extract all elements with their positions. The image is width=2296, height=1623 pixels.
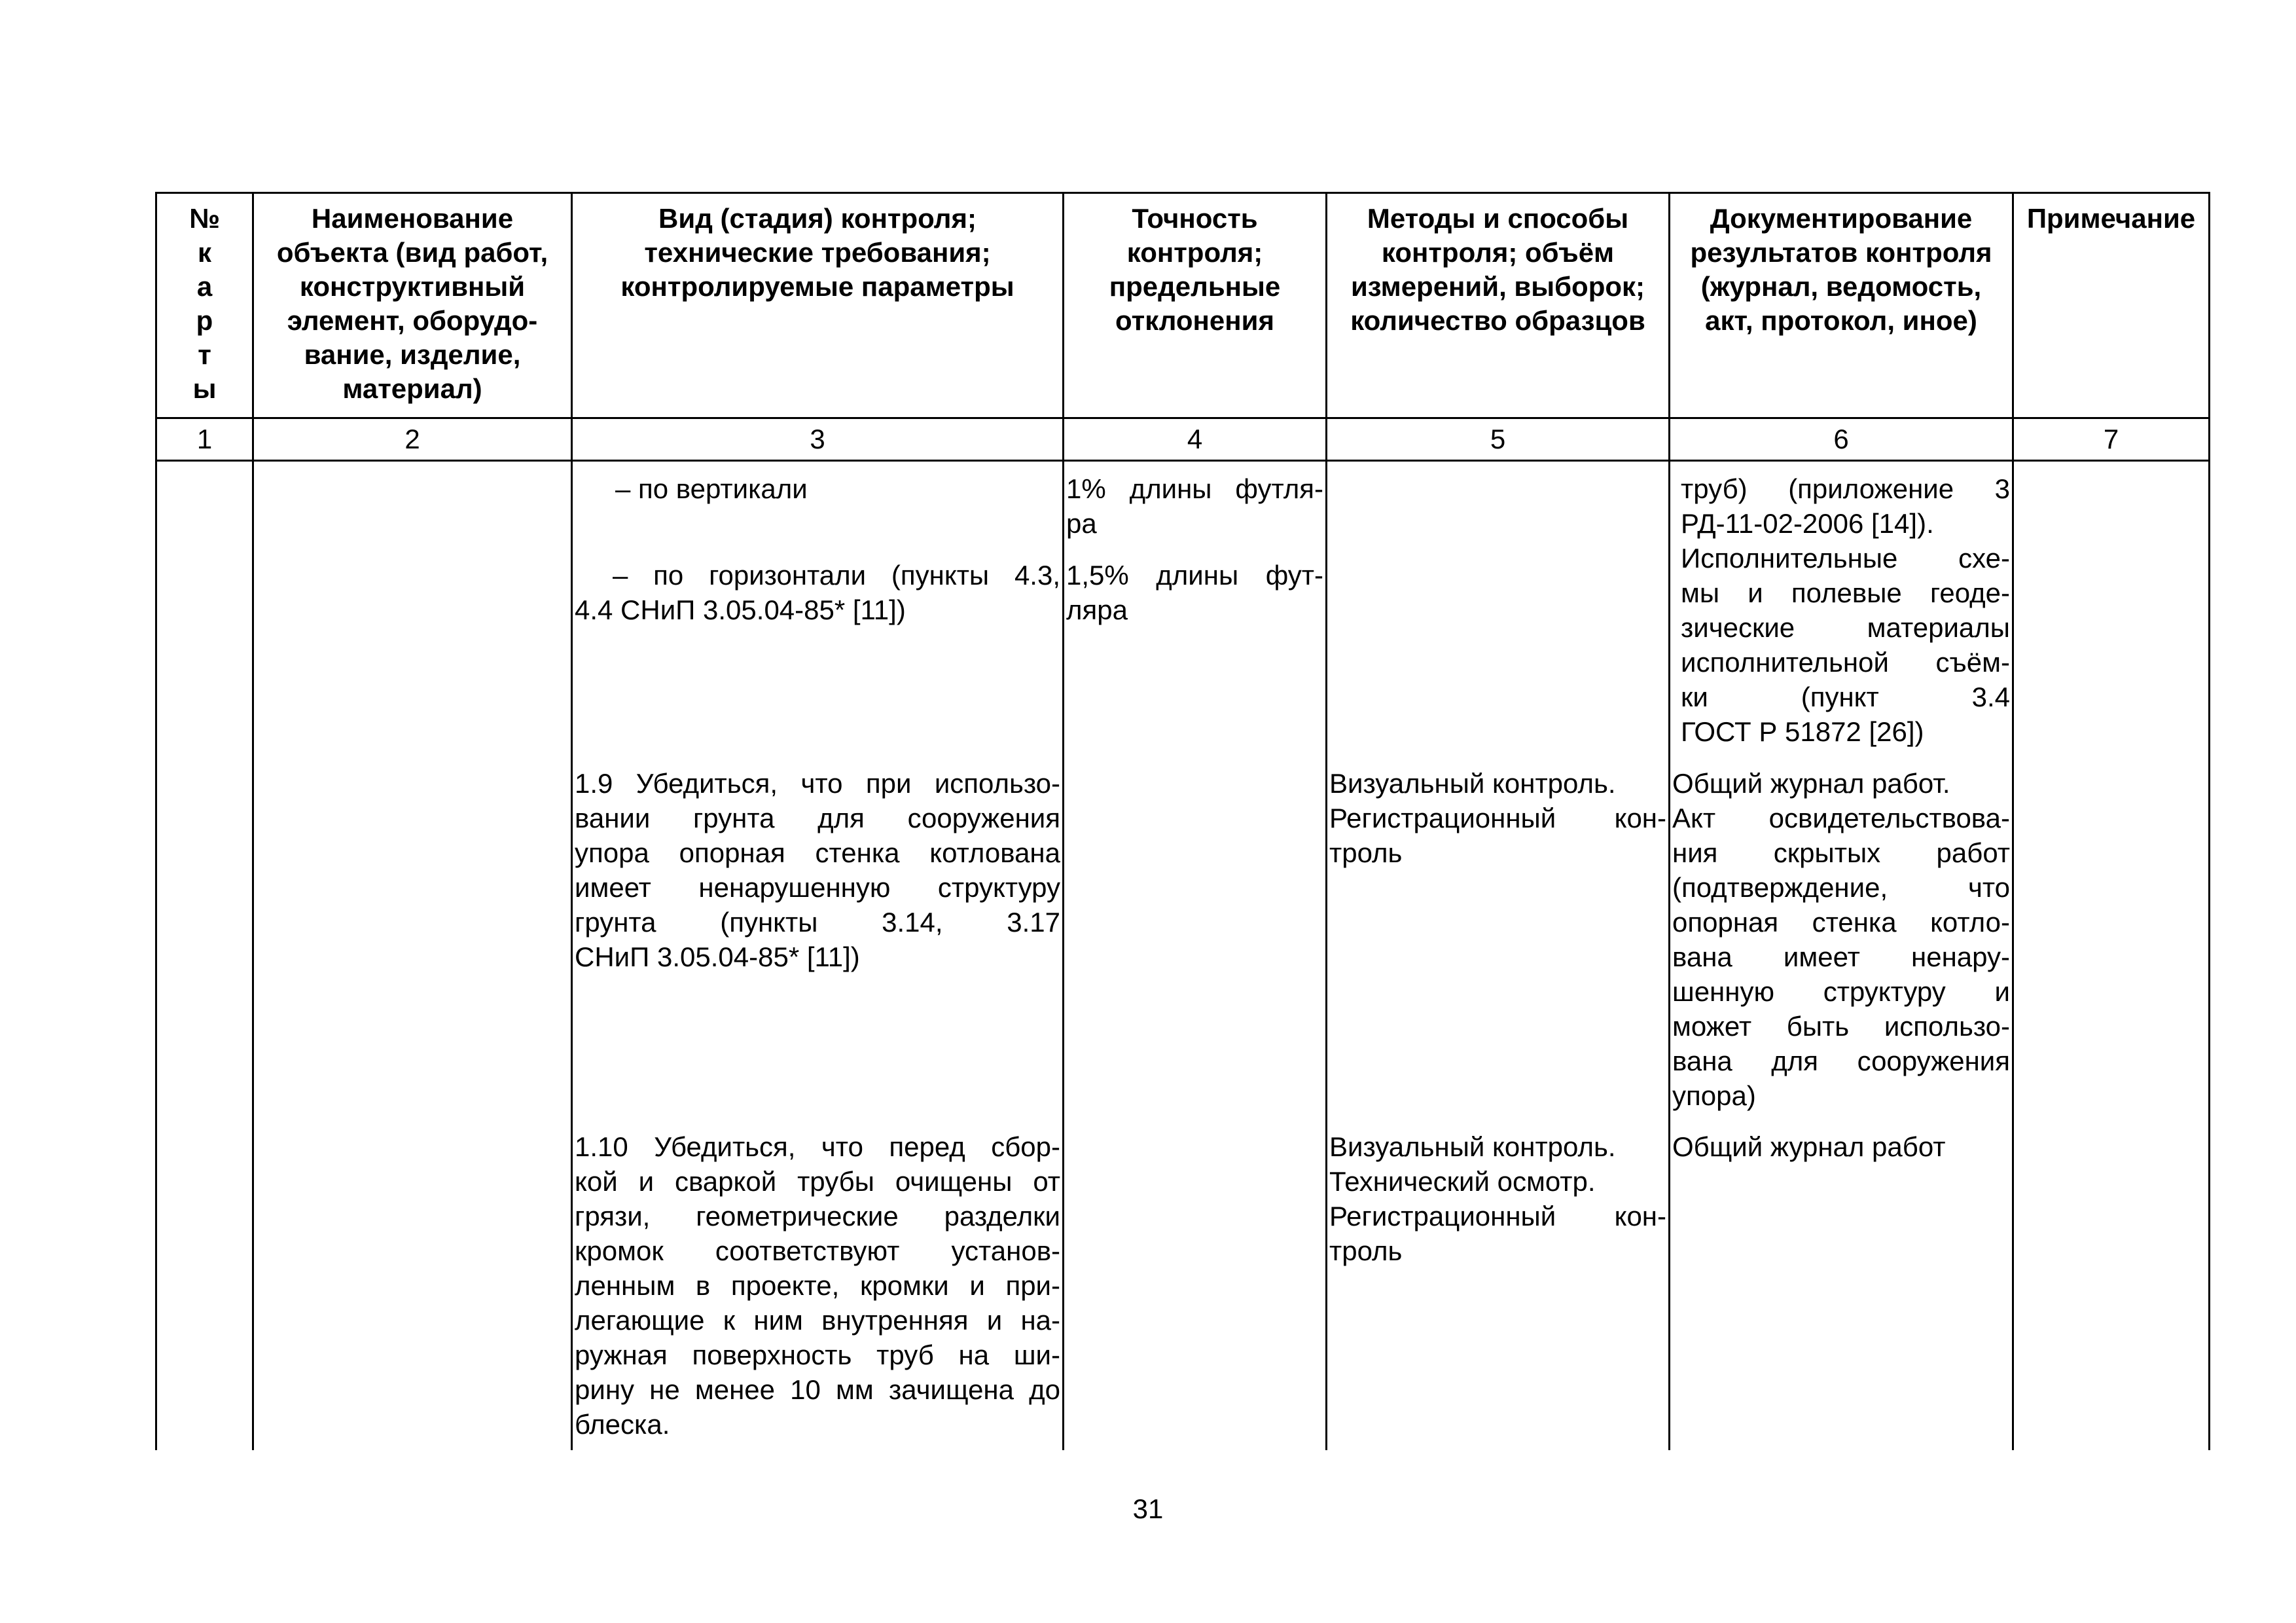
text-line: кромок соответствуют установ- (575, 1235, 1060, 1266)
header-col-accuracy: Точность контроля; предельные отклонения (1109, 203, 1281, 336)
row1-control-vertical: – по вертикали (615, 473, 808, 504)
text-line: мы и полевые геоде- (1681, 577, 2010, 608)
header-col-object: Наименование объекта (вид работ, конструктивный элемент, оборудо- вание, изделие, материал) (276, 203, 548, 404)
text-line: 1.9 Убедиться, что при использо- (575, 768, 1060, 799)
colnum-2: 2 (404, 424, 420, 454)
header-col-documentation: Документирование результатов контроля (журнал, ведомость, акт, протокол, иное) (1690, 203, 1992, 336)
col-line-7 (2208, 192, 2210, 1450)
text-line: труб) (приложение 3 (1681, 473, 2010, 504)
text-line: грязи, геометрические разделки (575, 1201, 1060, 1231)
text-line: шенную структуру и (1672, 976, 2010, 1007)
text-line: вании грунта для сооружения (575, 803, 1060, 833)
text-line: ки (пункт 3.4 (1681, 682, 2010, 712)
text-line: 1,5% длины фут- (1066, 560, 1323, 591)
text-line: – по горизонтали (пункты 4.3, (613, 560, 1060, 591)
text-line: Общий журнал работ (1672, 1131, 1946, 1162)
row2-documentation (1672, 766, 2010, 1113)
text-line: упора) (1672, 1080, 1756, 1111)
colnum-1: 1 (196, 424, 213, 454)
row3-methods (1329, 1129, 1666, 1268)
text-line: упора опорная стенка котлована (575, 837, 1060, 868)
text-line: Визуальный контроль. (1329, 1131, 1616, 1162)
row3-control-requirement (575, 1129, 1060, 1442)
text-line: троль (1329, 837, 1403, 868)
text-line: ния скрытых работ (1672, 837, 2010, 868)
page-number: 31 (1132, 1493, 1164, 1524)
colnum-5: 5 (1490, 424, 1506, 454)
col-line-6 (2012, 192, 2014, 1450)
text-line: Исполнительные схе- (1681, 543, 2010, 574)
col-line-4 (1325, 192, 1327, 1450)
col-line-5 (1668, 192, 1670, 1450)
row3-documentation (1672, 1129, 2010, 1164)
text-line: Технический осмотр. (1329, 1166, 1596, 1197)
text-line: опорная стенка котло- (1672, 907, 2010, 938)
row1-accuracy-horizontal (1066, 558, 1323, 627)
row2-methods (1329, 766, 1666, 870)
header-col-methods: Методы и способы контроля; объём измерений, выборок; количество образцов (1350, 203, 1645, 336)
header-col-number: № к а р т ы (189, 203, 220, 404)
colnum-4: 4 (1187, 424, 1203, 454)
colnum-divider (155, 460, 2210, 462)
text-line: ляра (1066, 594, 1128, 625)
text-line: Регистрационный кон- (1329, 1201, 1666, 1231)
text-line: блеска. (575, 1409, 670, 1440)
text-line: ружная поверхность труб на ши- (575, 1340, 1060, 1370)
text-line: РД-11-02-2006 [14]). (1681, 508, 1934, 539)
text-line: кой и сваркой трубы очищены от (575, 1166, 1060, 1197)
row1-documentation (1681, 471, 2010, 749)
colnum-6: 6 (1833, 424, 1849, 454)
text-line: может быть использо- (1672, 1011, 2010, 1042)
text-line: зические материалы (1681, 612, 2010, 643)
row1-control-horizontal (575, 558, 1060, 627)
col-line-3 (1062, 192, 1064, 1450)
text-line: 1% длины футля- (1066, 473, 1323, 504)
text-line: рину не менее 10 мм зачищена до (575, 1374, 1060, 1405)
text-line: легающие к ним внутренняя и на- (575, 1305, 1060, 1336)
colnum-7: 7 (2103, 424, 2119, 454)
col-line-2 (571, 192, 573, 1450)
text-line: грунта (пункты 3.14, 3.17 (575, 907, 1060, 938)
header-col-note: Примечание (2026, 203, 2196, 234)
text-line: ленным в проекте, кромки и при- (575, 1270, 1060, 1301)
text-line: ГОСТ Р 51872 [26]) (1681, 716, 1924, 747)
text-line: Визуальный контроль. (1329, 768, 1616, 799)
header-divider (155, 417, 2210, 419)
text-line: вана для сооружения (1672, 1046, 2010, 1076)
text-line: (подтверждение, что (1672, 872, 2010, 903)
text-line: 1.10 Убедиться, что перед сбор- (575, 1131, 1060, 1162)
text-line: 4.4 СНиП 3.05.04-85* [11]) (575, 594, 906, 625)
row1-accuracy-vertical (1066, 471, 1323, 541)
text-line: исполнительной съём- (1681, 647, 2010, 678)
row2-control-requirement (575, 766, 1060, 974)
text-line: Акт освидетельствова- (1672, 803, 2010, 833)
colnum-3: 3 (810, 424, 825, 454)
table-border-top (155, 192, 2210, 194)
text-line: СНиП 3.05.04-85* [11]) (575, 941, 860, 972)
text-line: имеет ненарушенную структуру (575, 872, 1060, 903)
text-line: ра (1066, 508, 1097, 539)
text-line: троль (1329, 1235, 1403, 1266)
text-line: вана имеет ненару- (1672, 941, 2010, 972)
header-col-control: Вид (стадия) контроля; технические требования; контролируемые параметры (620, 203, 1014, 302)
text-line: Общий журнал работ. (1672, 768, 1950, 799)
text-line: Регистрационный кон- (1329, 803, 1666, 833)
